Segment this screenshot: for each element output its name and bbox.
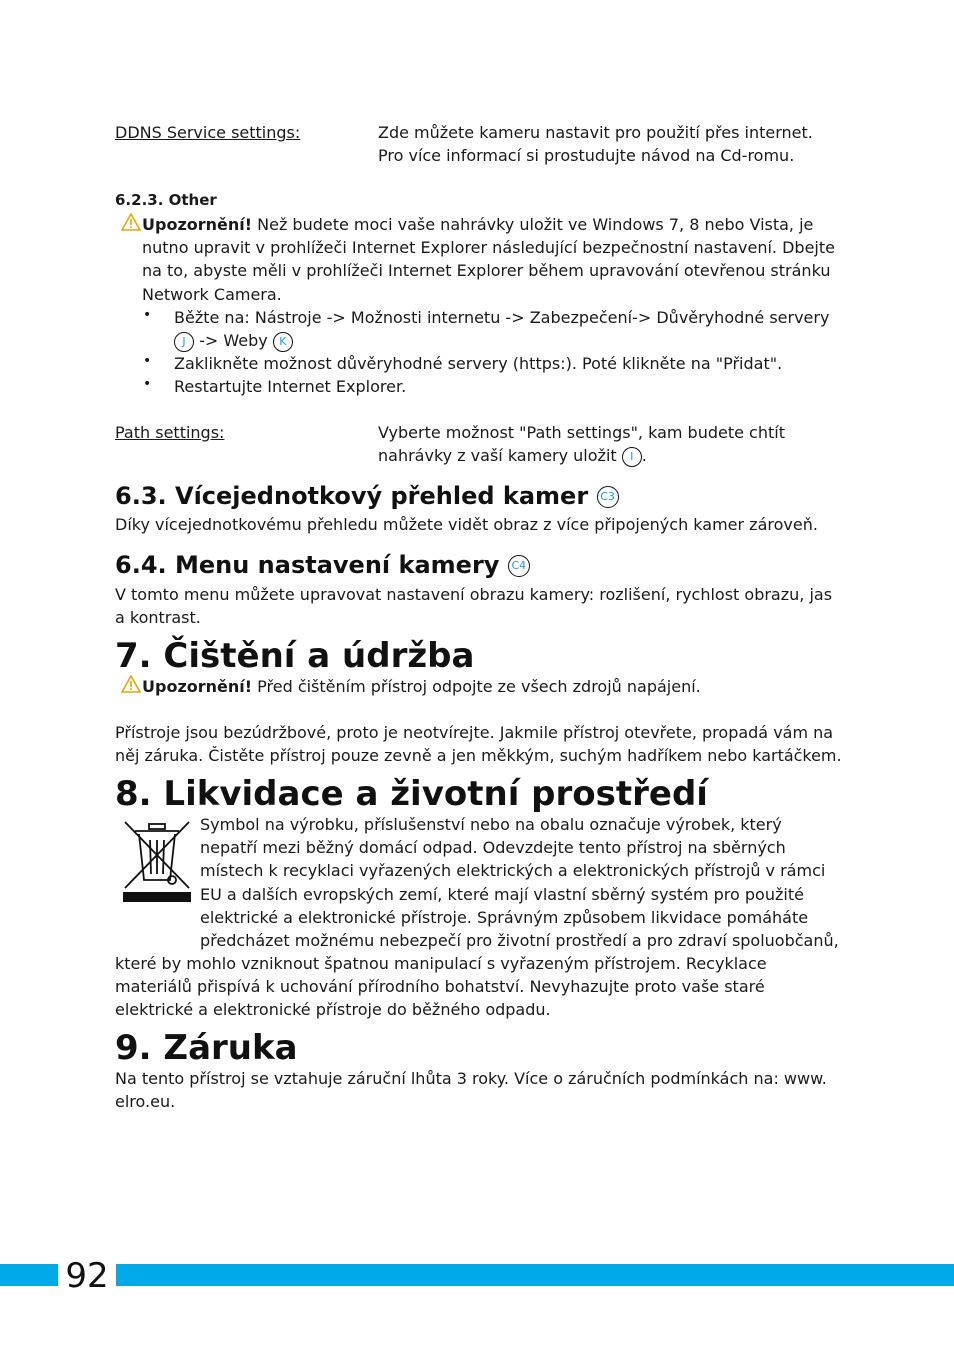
other-warning-line-3: na to, abyste měli v prohlížeči Internet Explorer během upravování otevřenou stránku [142,261,831,280]
warning-label: Upozornění! [142,677,253,696]
section-8-line-6: předcházet možnému nebezpečí pro životní prostředí a pro zdraví spoluobčanů, [200,931,839,950]
section-8-line-7: které by mohlo vzniknout špatnou manipulací s vyřazeným přístrojem. Recyklace [115,954,767,973]
section-7-warning [142,675,701,698]
section-8-line-3: místech k recyklaci vyřazených elektrických a elektronických přístrojů v rámci [200,861,826,880]
warning-icon [121,213,141,231]
section-7-text-2: něj záruka. Čistěte přístroj pouze zevně a jen měkkým, suchým hadříkem nebo kartáčkem. [115,746,842,765]
section-8-line-1: Symbol na výrobku, příslušenství nebo na obalu označuje výrobek, který [200,815,782,834]
ddns-text-1: Zde můžete kameru nastavit pro použití přes internet. [378,123,813,142]
warning-label: Upozornění! [142,215,253,234]
section-7-warning-text: Před čištěním přístroj odpojte ze všech zdrojů napájení. [252,677,701,696]
section-8-line-8: materiálů přispívá k uchování přírodního bohatství. Nevyhazujte proto vaše staré [115,977,765,996]
bullet-dot: • [143,376,152,392]
footer-band [0,1264,954,1286]
section-6-4-heading [115,551,530,579]
page-number: 92 [58,1254,116,1298]
bullet-3: Restartujte Internet Explorer. [174,377,407,396]
section-8-heading: 8. Likvidace a životní prostředí [115,774,708,814]
ref-j-icon: J [174,332,194,352]
bullet-dot: • [143,307,152,323]
path-label: Path settings: [115,423,225,442]
other-warning-line-4: Network Camera. [142,285,282,304]
path-text-2-end: . [641,446,647,465]
section-9-text-2: elro.eu. [115,1092,176,1111]
other-heading: 6.2.3. Other [115,191,217,209]
path-text-2-body: nahrávky z vaší kamery uložit [378,446,622,465]
warning-icon [121,675,141,693]
section-7-text-1: Přístroje jsou bezúdržbové, proto je neotvírejte. Jakmile přístroj otevřete, propadá vám na [115,723,834,742]
section-6-4-text-2: a kontrast. [115,608,201,627]
other-warning-line-1 [142,213,813,236]
section-6-3-text: Díky vícejednotkovému přehledu můžete vidět obraz z více připojených kamer zároveň. [115,515,818,534]
section-6-3-heading [115,482,619,510]
section-6-4-text-1: V tomto menu můžete upravovat nastavení obrazu kamery: rozlišení, rychlost obrazu, jas [115,585,833,604]
bullet-2: Zaklikněte možnost důvěryhodné servery (https:). Poté klikněte na "Přidat". [174,354,783,373]
ref-i-icon: I [622,447,642,467]
section-7-heading: 7. Čištění a údržba [115,636,475,676]
bullet-1-line-2 [174,329,293,352]
section-9-heading: 9. Záruka [115,1028,298,1068]
path-text-2 [378,444,647,467]
bullet-1-mid: -> Weby [194,331,273,350]
weee-bin-icon [121,818,193,904]
section-8-line-9: elektrické a elektronické přístroje do běžného odpadu. [115,1000,551,1019]
bullet-1-line-1: Běžte na: Nástroje -> Možnosti internetu -> Zabezpečení-> Důvěryhodné servery [174,308,830,327]
path-text-1: Vyberte možnost "Path settings", kam budete chtít [378,423,785,442]
section-8-line-5: elektrické a elektronické přístroje. Správným způsobem likvidace pomáháte [200,908,809,927]
other-warning-text: Než budete moci vaše nahrávky uložit ve Windows 7, 8 nebo Vista, je [252,215,814,234]
section-8-line-2: nepatří mezi běžný domácí odpad. Odevzdejte tento přístroj na sběrných [200,838,786,857]
bullet-dot: • [143,353,152,369]
ddns-text-2: Pro více informací si prostudujte návod na Cd-romu. [378,146,795,165]
ref-k-icon: K [273,332,293,352]
section-9-text-1: Na tento přístroj se vztahuje záruční lhůta 3 roky. Více o záručních podmínkách na: www. [115,1069,827,1088]
ref-c3-icon: C3 [597,486,619,508]
other-warning-line-2: nutno upravit v prohlížeči Internet Explorer následující bezpečnostní nastavení. Dbejte [142,238,835,257]
section-6-4-title: 6.4. Menu nastavení kamery [115,551,508,579]
ref-c4-icon: C4 [508,555,530,577]
section-8-line-4: EU a dalších evropských zemí, které mají vlastní sběrný systém pro použité [200,885,804,904]
ddns-label: DDNS Service settings: [115,123,301,142]
section-6-3-title: 6.3. Vícejednotkový přehled kamer [115,482,597,510]
